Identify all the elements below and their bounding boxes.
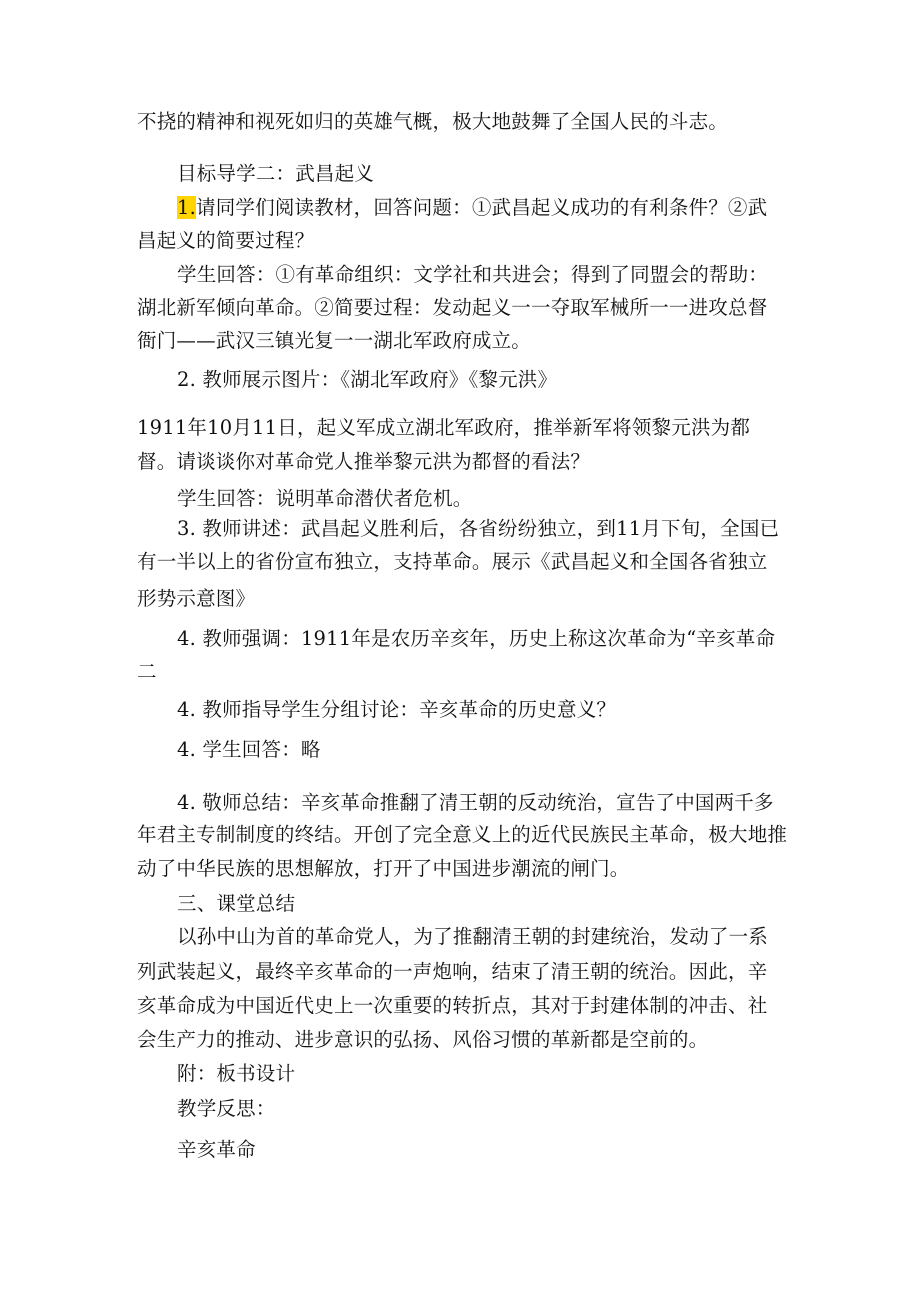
text-line-11: 学生回答：说明革命潜伏者危机。 bbox=[177, 487, 473, 510]
text-line-15: 4. 教师强调：1911年是农历辛亥年，历史上称这次革命为“辛亥革命 bbox=[177, 627, 776, 650]
text-line-board-title: 辛亥革命 bbox=[177, 1138, 256, 1161]
text-line-5: 学生回答：①有革命组织：文学社和共进会；得到了同盟会的帮助： bbox=[177, 263, 769, 286]
text-line-26: 会生产力的推动、进步意识的弘扬、风俗习惯的革新都是空前的。 bbox=[137, 1028, 709, 1051]
text-line-question bbox=[177, 196, 767, 220]
text-line-1: 不挠的精神和视死如归的英雄气概，极大地鼓舞了全国人民的斗志。 bbox=[137, 110, 729, 133]
section-heading-summary: 三、课堂总结 bbox=[177, 892, 296, 915]
text-line-19: 4. 敬师总结：辛亥革命推翻了清王朝的反动统治，宣告了中国两千多 bbox=[177, 791, 774, 814]
text-line-9: 1911年10月11日，起义军成立湖北军政府，推举新军将领黎元洪为都 bbox=[137, 416, 751, 439]
text-line-16: 二 bbox=[137, 660, 157, 683]
text-line-18: 4. 学生回答：略 bbox=[177, 738, 321, 761]
text-line-25: 亥革命成为中国近代史上一次重要的转折点，其对于封建体制的冲击、社 bbox=[137, 994, 768, 1017]
text-line-23: 以孙中山为首的革命党人，为了推翻清王朝的封建统治，发动了一系 bbox=[177, 925, 769, 948]
text-line-4: 昌起义的简要过程？ bbox=[137, 229, 315, 252]
text-line-17: 4. 教师指导学生分组讨论：辛亥革命的历史意义？ bbox=[177, 698, 617, 721]
text-line-24: 列武装起义，最终辛亥革命的一声炮响，结束了清王朝的统治。因此，辛 bbox=[137, 960, 768, 983]
text-line-reflection: 教学反思： bbox=[177, 1097, 276, 1120]
text-line-21: 动了中华民族的思想解放，打开了中国进步潮流的闸门。 bbox=[137, 857, 630, 880]
text-line-6: 湖北新军倾向革命。②简要过程：发动起义一一夺取军械所一一进攻总督 bbox=[137, 296, 768, 319]
section-heading-wuchang: 目标导学二：武昌起义 bbox=[177, 162, 375, 185]
question-text: 请同学们阅读教材，回答问题：①武昌起义成功的有利条件？②武 bbox=[196, 196, 768, 219]
text-line-20: 年君主专制制度的终结。开创了完全意义上的近代民族民主革命，极大地推 bbox=[137, 823, 788, 846]
text-line-14: 形势示意图》 bbox=[137, 587, 256, 610]
text-line-8: 2. 教师展示图片：《湖北军政府》《黎元洪》 bbox=[177, 368, 558, 391]
text-line-12: 3. 教师讲述：武昌起义胜利后，各省纷纷独立，到11月下旬，全国已 bbox=[177, 517, 780, 540]
highlight-marker: 1. bbox=[177, 196, 197, 219]
text-line-7: 衙门——武汉三镇光复一一湖北军政府成立。 bbox=[137, 329, 532, 352]
text-line-13: 有一半以上的省份宣布独立，支持革命。展示《武昌起义和全国各省独立 bbox=[137, 550, 768, 573]
text-line-board-design: 附：板书设计 bbox=[177, 1062, 296, 1085]
text-line-10: 督。请谈谈你对革命党人推举黎元洪为都督的看法？ bbox=[137, 450, 591, 473]
